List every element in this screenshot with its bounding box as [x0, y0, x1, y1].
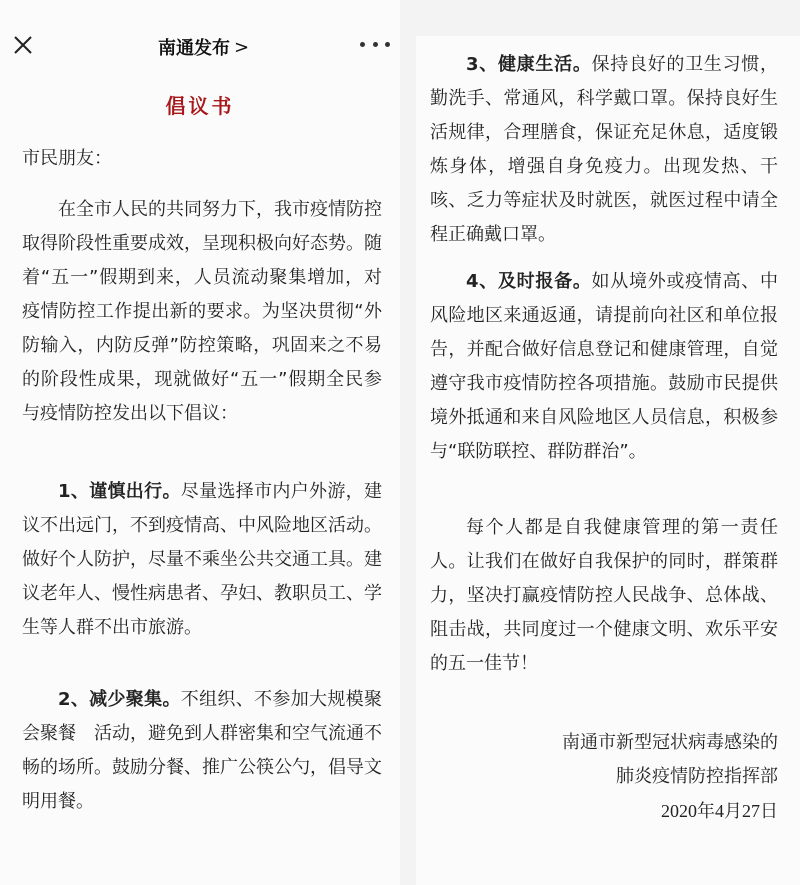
item-4-heading: 4、及时报备。	[466, 271, 592, 292]
signature-line-1: 南通市新型冠状病毒感染的	[562, 732, 778, 753]
item-1-heading: 1、谨慎出行。	[58, 481, 181, 502]
item-2-body: 不组织、不参加大规模聚会聚餐 活动，避免到人群密集和空气流通不畅的场所。鼓励分餐、推广公筷公勺，倡导文明用餐。	[22, 689, 382, 812]
close-icon	[10, 32, 36, 58]
item-1	[22, 475, 382, 645]
intro-paragraph: 在全市人民的共同努力下，我市疫情防控取得阶段性重要成效，呈现积极向好态势。随着“五一”假期到来，人员流动聚集增加，对疫情防控工作提出新的要求。为坚决贯彻“外防输入，内防反弹”防控策略，巩固来之不易的阶段性成果，现就做好“五一”假期全民参与疫情防控发出以下倡议：	[22, 199, 382, 424]
close-button[interactable]	[10, 32, 36, 58]
more-button[interactable]	[360, 42, 390, 52]
item-3-body: 保持良好的卫生习惯，勤洗手、常通风，科学戴口罩。保持良好生活规律，合理膳食，保证充足休息，适度锻炼身体，增强自身免疫力。出现发热、干咳、乏力等症状及时就医，就医过程中请全程正确戴口罩。	[430, 54, 778, 245]
chevron-right-icon: >	[234, 36, 250, 58]
signature	[562, 726, 778, 828]
more-dots-icon	[360, 42, 365, 47]
item-1-body: 尽量选择市内户外游，建议不出远门，不到疫情高、中风险地区活动。做好个人防护，尽量不乘坐公共交通工具。建议老年人、慢性病患者、孕妇、教职员工、学生等人群不出市旅游。	[22, 481, 382, 638]
greeting: 市民朋友：	[22, 148, 112, 169]
account-name-link[interactable]	[158, 34, 249, 60]
item-2-heading: 2、减少聚集。	[58, 689, 181, 710]
top-bar	[0, 0, 400, 72]
signature-line-2: 肺炎疫情防控指挥部	[616, 766, 778, 787]
account-name: 南通发布	[158, 38, 230, 59]
item-4-body: 如从境外或疫情高、中风险地区来通返通，请提前向社区和单位报告，并配合做好信息登记和健康管理，自觉遵守我市疫情防控各项措施。鼓励市民提供境外抵通和来自风险地区人员信息，积极参与“联防联控、群防群治”。	[430, 271, 778, 462]
item-2	[22, 683, 382, 819]
document-title: 倡议书	[165, 94, 235, 118]
item-3	[430, 48, 778, 252]
item-4	[430, 265, 778, 469]
closing-paragraph: 每个人都是自我健康管理的第一责任人。让我们在做好自我保护的同时，群策群力，坚决打赢疫情防控人民战争、总体战、阻击战，共同度过一个健康文明、欢乐平安的五一佳节！	[430, 517, 778, 674]
date: 2020年4月27日	[661, 801, 778, 821]
item-3-heading: 3、健康生活。	[466, 54, 592, 75]
